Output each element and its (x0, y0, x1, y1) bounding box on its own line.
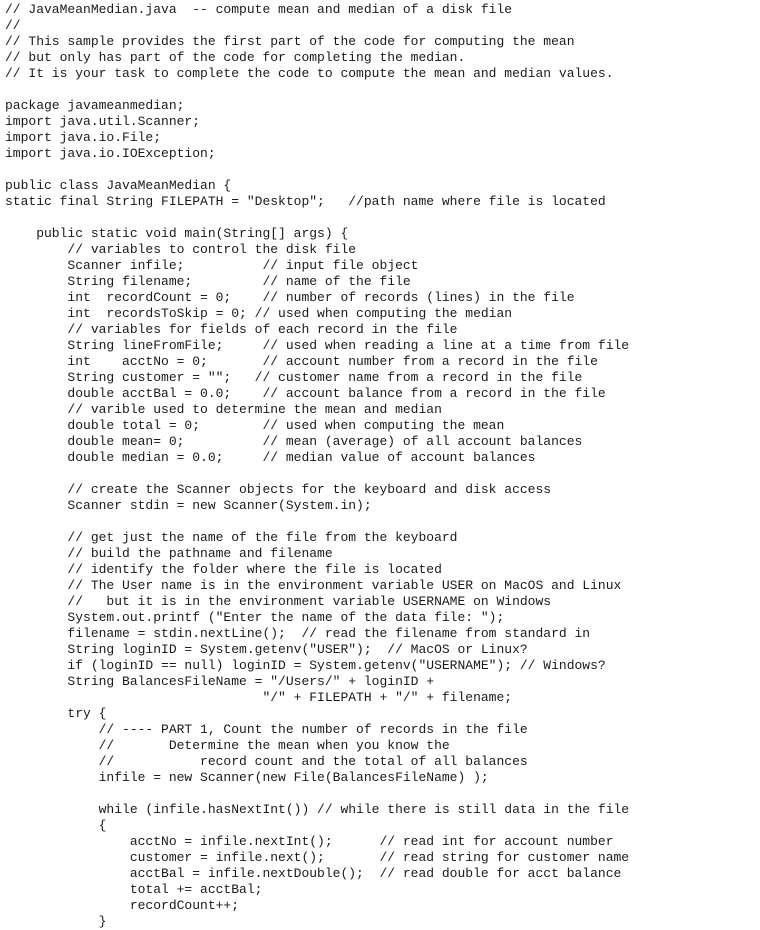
code-line: static final String FILEPATH = "Desktop"; //path name where file is located (5, 194, 606, 209)
code-line: double total = 0; // used when computing the mean (5, 418, 505, 433)
code-line (5, 786, 629, 802)
code-line: int recordCount = 0; // number of records (lines) in the file (5, 290, 575, 305)
code-line (5, 514, 629, 530)
code-line: public class JavaMeanMedian { (5, 178, 232, 193)
code-line: // This sample provides the first part of the code for computing the mean (5, 34, 575, 49)
code-line: String lineFromFile; // used when reading a line at a time from file (5, 338, 630, 353)
code-line: // The User name is in the environment variable USER on MacOS and Linux (5, 578, 622, 593)
code-line: import java.io.IOException; (5, 146, 216, 161)
code-line: String loginID = System.getenv("USER"); // MacOS or Linux? (5, 642, 528, 657)
code-line (5, 82, 629, 98)
code-line: // Determine the mean when you know the (5, 738, 450, 753)
code-line: System.out.printf ("Enter the name of the data file: "); (5, 610, 505, 625)
code-line: // It is your task to complete the code to compute the mean and median values. (5, 66, 614, 81)
code-line: // identify the folder where the file is located (5, 562, 442, 577)
code-line (5, 466, 629, 482)
code-line: // variables to control the disk file (5, 242, 357, 257)
code-line: if (loginID == null) loginID = System.getenv("USERNAME"); // Windows? (5, 658, 606, 673)
code-line: String filename; // name of the file (5, 274, 411, 289)
code-line: Scanner stdin = new Scanner(System.in); (5, 498, 372, 513)
code-line: infile = new Scanner(new File(BalancesFileName) ); (5, 770, 489, 785)
code-line: customer = infile.next(); // read string for customer name (5, 850, 630, 865)
code-line: recordCount++; (5, 898, 240, 913)
code-line (5, 162, 629, 178)
code-line: { (5, 818, 107, 833)
code-line: acctBal = infile.nextDouble(); // read double for acct balance (5, 866, 622, 881)
code-line: // varible used to determine the mean and median (5, 402, 442, 417)
code-line: // variables for fields of each record in the file (5, 322, 458, 337)
code-line: package javameanmedian; (5, 98, 185, 113)
code-line: while (infile.hasNextInt()) // while there is still data in the file (5, 802, 630, 817)
code-line: double median = 0.0; // median value of account balances (5, 450, 536, 465)
code-line (5, 210, 629, 226)
code-line: public static void main(String[] args) { (5, 226, 349, 241)
code-line: // build the pathname and filename (5, 546, 333, 561)
code-line: // record count and the total of all balances (5, 754, 528, 769)
code-line: double mean= 0; // mean (average) of all account balances (5, 434, 583, 449)
code-line: import java.util.Scanner; (5, 114, 201, 129)
code-line: int acctNo = 0; // account number from a record in the file (5, 354, 598, 369)
code-line: try { (5, 706, 107, 721)
code-line: "/" + FILEPATH + "/" + filename; (5, 690, 513, 705)
code-line: total += acctBal; (5, 882, 263, 897)
code-line: // (5, 18, 21, 33)
code-line: int recordsToSkip = 0; // used when computing the median (5, 306, 513, 321)
code-line: // but it is in the environment variable USERNAME on Windows (5, 594, 552, 609)
code-line: } (5, 914, 107, 929)
source-code-listing (5, 2, 629, 930)
code-line: acctNo = infile.nextInt(); // read int for account number (5, 834, 614, 849)
code-line: // ---- PART 1, Count the number of records in the file (5, 722, 528, 737)
code-line: import java.io.File; (5, 130, 162, 145)
code-line: // JavaMeanMedian.java -- compute mean and median of a disk file (5, 2, 513, 17)
code-line: // but only has part of the code for completing the median. (5, 50, 466, 65)
code-line: // create the Scanner objects for the keyboard and disk access (5, 482, 552, 497)
code-line: String BalancesFileName = "/Users/" + loginID + (5, 674, 435, 689)
code-line: Scanner infile; // input file object (5, 258, 419, 273)
code-line: // get just the name of the file from the keyboard (5, 530, 458, 545)
code-line: filename = stdin.nextLine(); // read the filename from standard in (5, 626, 591, 641)
code-line: double acctBal = 0.0; // account balance from a record in the file (5, 386, 606, 401)
code-line: String customer = ""; // customer name from a record in the file (5, 370, 583, 385)
